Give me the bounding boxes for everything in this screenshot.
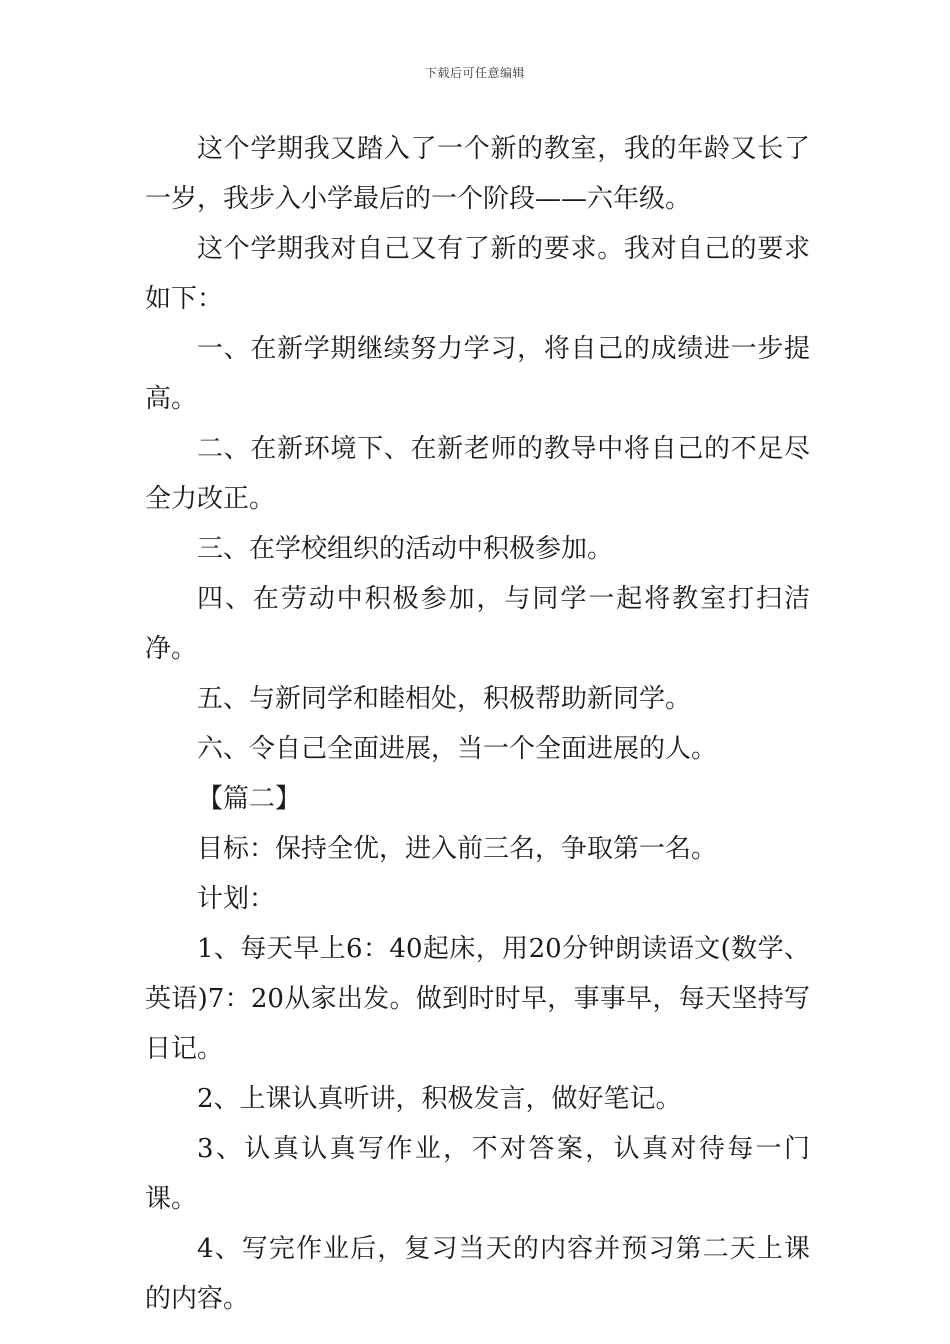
document-body — [145, 124, 810, 1324]
paragraph-item-4: 四、在劳动中积极参加，与同学一起将教室打扫洁净。 — [145, 584, 810, 664]
paragraph-plan-2: 2、上课认真听讲，积极发言，做好笔记。 — [197, 1084, 682, 1114]
paragraph-plan-1: 1、每天早上6：40起床，用20分钟朗读语文(数学、英语)7：20从家出发。做到时时早，事事早，每天坚持写日记。 — [145, 934, 810, 1064]
paragraph-item-1: 一、在新学期继续努力学习，将自己的成绩进一步提高。 — [145, 334, 810, 414]
page-header-note: 下载后可任意编辑 — [424, 66, 525, 80]
paragraph-plan-label: 计划： — [197, 884, 276, 914]
paragraph-item-2: 二、在新环境下、在新老师的教导中将自己的不足尽全力改正。 — [145, 434, 810, 514]
paragraph-plan-4: 4、写完作业后，复习当天的内容并预习第二天上课的内容。 — [145, 1234, 810, 1314]
paragraph-intro: 这个学期我又踏入了一个新的教室，我的年龄又长了一岁，我步入小学最后的一个阶段——六年级。 — [145, 134, 810, 214]
paragraph-plan-3: 3、认真认真写作业，不对答案，认真对待每一门课。 — [145, 1134, 810, 1214]
paragraph-item-3: 三、在学校组织的活动中积极参加。 — [197, 534, 614, 564]
paragraph-item-6: 六、令自己全面进展，当一个全面进展的人。 — [197, 734, 718, 764]
paragraph-requirements-intro: 这个学期我对自己又有了新的要求。我对自己的要求如下： — [145, 234, 810, 314]
paragraph-goal: 目标：保持全优，进入前三名，争取第一名。 — [197, 834, 718, 864]
section-heading: 【篇二】 — [197, 784, 302, 814]
paragraph-item-5: 五、与新同学和睦相处，积极帮助新同学。 — [197, 684, 692, 714]
